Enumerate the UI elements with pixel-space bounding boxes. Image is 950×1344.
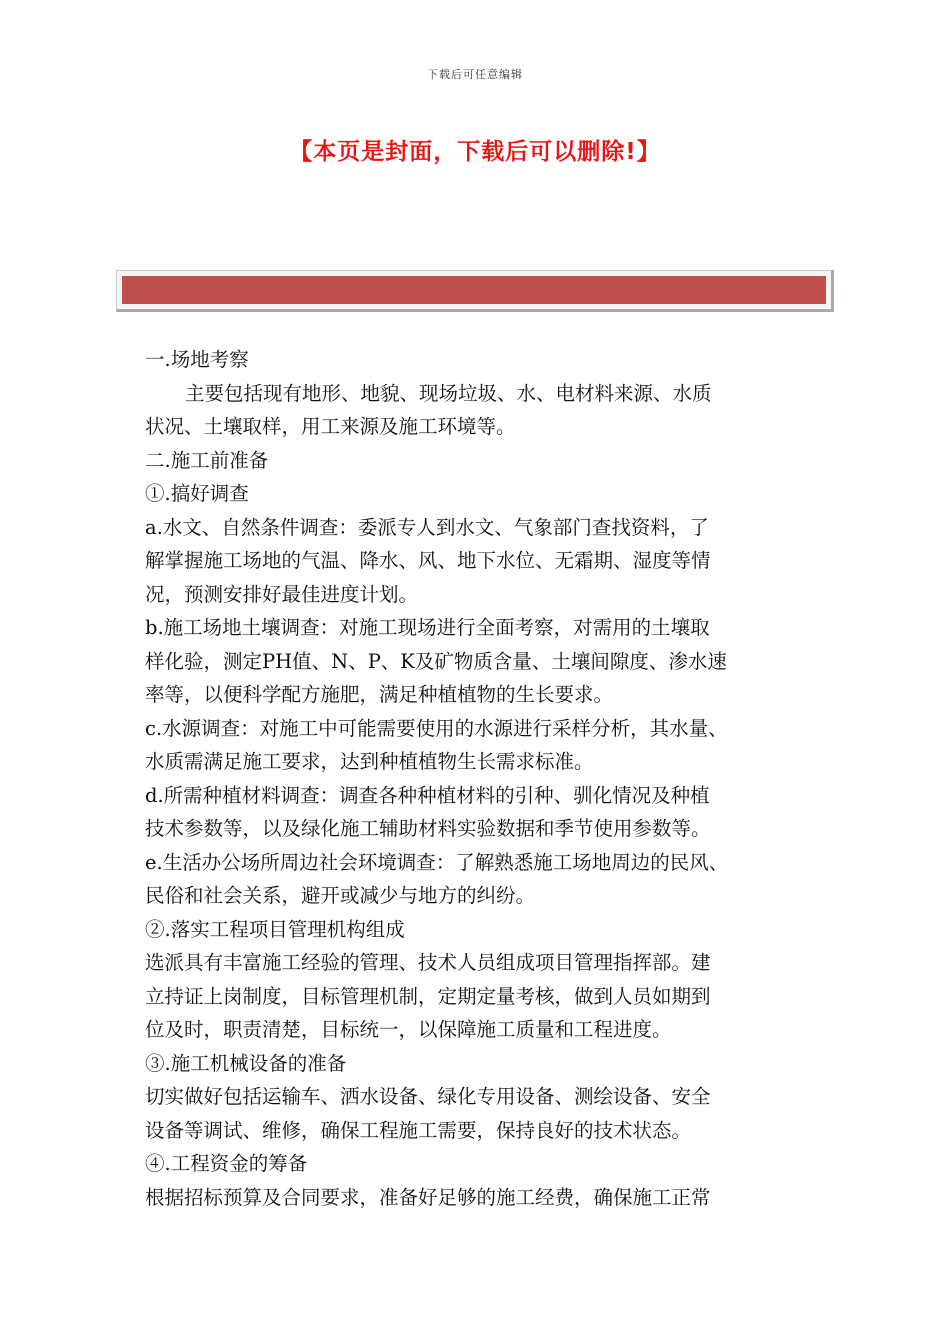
paragraph-line: 技术参数等，以及绿化施工辅助材料实验数据和季节使用参数等。: [145, 817, 711, 840]
document-body: [145, 343, 835, 1214]
paragraph-line: 水质需满足施工要求，达到种植植物生长需求标准。: [145, 750, 594, 773]
paragraph-line: 主要包括现有地形、地貌、现场垃圾、水、电材料来源、水质: [185, 381, 712, 405]
paragraph-line: 设备等调试、维修，确保工程施工需要，保持良好的技术状态。: [145, 1118, 692, 1142]
paragraph-line: a.水文、自然条件调查：委派专人到水文、气象部门查找资料，了: [145, 515, 709, 539]
paragraph-line: b.施工场地土壤调查：对施工现场进行全面考察，对需用的土壤取: [145, 616, 710, 639]
paragraph-line: 样化验，测定PH值、N、P、K及矿物质含量、土壤间隙度、渗水速: [145, 649, 727, 673]
banner-bar: [122, 276, 826, 304]
paragraph-line: 民俗和社会关系，避开或减少与地方的纠纷。: [145, 884, 536, 907]
paragraph-line: 切实做好包括运输车、洒水设备、绿化专用设备、测绘设备、安全: [145, 1085, 711, 1108]
paragraph-line: 根据招标预算及合同要求，准备好足够的施工经费，确保施工正常: [145, 1185, 711, 1209]
decorative-banner: [116, 270, 834, 312]
paragraph-line: 立持证上岗制度，目标管理机制，定期定量考核，做到人员如期到: [145, 984, 711, 1008]
paragraph-line: 解掌握施工场地的气温、降水、风、地下水位、无霜期、湿度等情: [145, 549, 711, 572]
cover-notice: 【本页是封面，下载后可以删除!】: [289, 139, 661, 165]
paragraph-line: 况，预测安排好最佳进度计划。: [145, 582, 419, 606]
section-heading-preparation: 二.施工前准备: [145, 448, 269, 472]
paragraph-line: e.生活办公场所周边社会环境调查：了解熟悉施工场地周边的民风、: [145, 850, 729, 874]
subheading-funding: ④.工程资金的筹备: [145, 1152, 308, 1175]
paragraph-line: d.所需种植材料调查：调查各种种植材料的引种、驯化情况及种植: [145, 783, 710, 807]
subheading-equipment: ③.施工机械设备的准备: [145, 1051, 347, 1075]
paragraph-line: c.水源调查：对施工中可能需要使用的水源进行采样分析，其水量、: [145, 716, 728, 740]
paragraph-line: 状况、土壤取样，用工来源及施工环境等。: [145, 415, 516, 438]
header-note: 下载后可任意编辑: [427, 68, 523, 81]
subheading-survey: ①.搞好调查: [145, 482, 249, 505]
paragraph-line: 选派具有丰富施工经验的管理、技术人员组成项目管理指挥部。建: [145, 951, 711, 974]
subheading-management: ②.落实工程项目管理机构组成: [145, 917, 405, 941]
section-heading-site-survey: 一.场地考察: [145, 348, 249, 371]
paragraph-line: 率等，以便科学配方施肥，满足种植植物的生长要求。: [145, 683, 614, 706]
paragraph-line: 位及时，职责清楚，目标统一，以保障施工质量和工程进度。: [145, 1018, 672, 1041]
